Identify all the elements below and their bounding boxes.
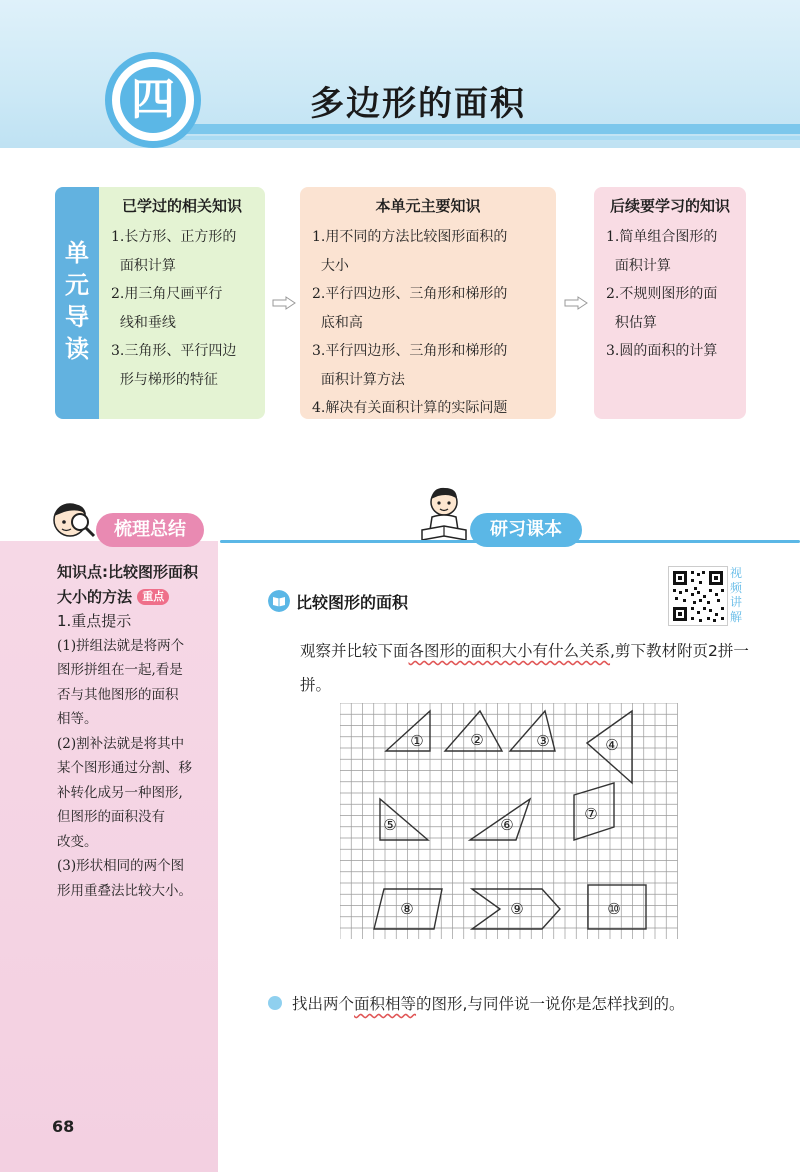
qr-caption: [730, 566, 746, 624]
list-item: 大小: [312, 257, 349, 274]
summary-line: 形用重叠法比较大小。: [57, 882, 192, 899]
arrow-right-icon: [564, 296, 588, 310]
unit-guide-tab-label: [55, 237, 99, 365]
shape-label: ②: [470, 731, 484, 749]
tab-char: 元: [65, 271, 89, 299]
list-item: 3.圆的面积的计算: [606, 343, 718, 359]
unit-badge: [105, 52, 201, 148]
shape-label: ③: [536, 732, 550, 750]
qr-caption-char: 解: [730, 609, 743, 624]
task-emphasis: 面积相等: [354, 995, 417, 1013]
learned-knowledge-list: [111, 223, 259, 394]
main-knowledge-list: [312, 223, 550, 423]
future-knowledge-list: [606, 223, 740, 366]
study-label: 研习课本: [470, 513, 582, 547]
section-title: 比较图形的面积: [296, 593, 409, 612]
summary-line: 但图形的面积没有: [57, 809, 165, 825]
summary-line: 否与其他图形的面积: [57, 686, 179, 703]
task-bullet-icon: [268, 996, 282, 1010]
list-item: 面积计算: [606, 257, 671, 274]
shapes-grid: [340, 703, 680, 943]
list-item: 3.三角形、平行四边: [111, 343, 237, 359]
instruction-part: ,剪下教材附页2拼一拼。: [300, 642, 749, 694]
summary-line: 补转化成另一种图形,: [57, 784, 183, 801]
task-part: 的图形,与同伴说一说你是怎样找到的。: [416, 995, 685, 1013]
summary-line: (3)形状相同的两个图: [57, 858, 185, 874]
list-item: 积估算: [606, 314, 657, 331]
page-number: 68: [52, 1117, 75, 1136]
list-item: 2.不规则图形的面: [606, 286, 718, 302]
shape-label: ⑤: [383, 816, 397, 834]
summary-line: (2)割补法就是将其中: [57, 735, 185, 752]
summary-text: [57, 560, 215, 903]
list-item: 底和高: [312, 314, 363, 331]
chapter-title: 多边形的面积: [310, 84, 526, 124]
main-knowledge-box: [300, 187, 556, 419]
shape-label: ⑧: [400, 900, 414, 918]
instruction-emphasis: 各图形的面积大小有什么关系: [408, 642, 611, 660]
future-knowledge-box: [594, 187, 746, 419]
list-item: 3.平行四边形、三角形和梯形的: [312, 343, 508, 359]
list-item: 线和垂线: [111, 314, 176, 331]
main-knowledge-title: 本单元主要知识: [375, 197, 481, 215]
knowledge-point-text: 大小的方法: [57, 587, 133, 606]
shape-label: ①: [410, 732, 424, 750]
qr-caption-char: 频: [730, 580, 743, 595]
task-part: 找出两个: [292, 995, 355, 1013]
task-text: [292, 992, 684, 1014]
header-stripe-thin: [150, 136, 800, 140]
summary-line: 相等。: [57, 711, 98, 727]
shape-label: ⑥: [500, 816, 514, 834]
unit-guide-tab: [55, 187, 99, 419]
summary-line: 图形拼组在一起,看是: [57, 662, 183, 678]
arrow-right-icon: [272, 296, 296, 310]
header-stripe: [150, 124, 800, 134]
study-divider: [220, 540, 800, 543]
summary-subhead: 1.重点提示: [57, 612, 132, 630]
list-item: 1.长方形、正方形的: [111, 229, 237, 245]
tab-char: 单: [65, 239, 89, 267]
learned-knowledge-box: [99, 187, 265, 419]
knowledge-point-line1: 知识点:比较图形面积: [57, 563, 198, 581]
qr-code-icon[interactable]: [668, 566, 728, 626]
summary-line: 改变。: [57, 833, 98, 850]
list-item: 面积计算: [111, 257, 176, 274]
future-knowledge-title: 后续要学习的知识: [609, 197, 730, 215]
summary-line: 某个图形通过分割、移: [57, 760, 192, 776]
instruction-part: 观察并比较下面: [300, 642, 409, 660]
reading-kid-icon: [418, 484, 470, 544]
learned-knowledge-title: 已学过的相关知识: [121, 197, 242, 215]
book-icon: [268, 590, 290, 612]
tab-char: 读: [65, 335, 89, 363]
list-item: 面积计算方法: [312, 371, 405, 388]
qr-caption-char: 视: [730, 566, 743, 580]
shape-label: ⑨: [510, 900, 524, 918]
list-item: 形与梯形的特征: [111, 371, 218, 388]
list-item: 4.解决有关面积计算的实际问题: [312, 400, 508, 416]
summary-label: 梳理总结: [96, 513, 204, 547]
qr-caption-char: 讲: [730, 595, 743, 609]
knowledge-point-line2: [57, 585, 215, 610]
list-item: 2.平行四边形、三角形和梯形的: [312, 286, 508, 302]
tab-char: 导: [65, 303, 89, 331]
magnifier-kid-icon: [44, 498, 100, 544]
list-item: 1.简单组合图形的: [606, 229, 718, 245]
shape-label: ⑦: [584, 805, 598, 823]
summary-line: (1)拼组法就是将两个: [57, 637, 185, 654]
shape-label: ④: [605, 736, 619, 754]
list-item: 2.用三角尺画平行: [111, 286, 223, 302]
shape-label: ⑩: [607, 900, 621, 918]
key-point-badge: 重点: [137, 589, 169, 605]
list-item: 1.用不同的方法比较图形面积的: [312, 229, 508, 245]
unit-number: 四: [120, 67, 186, 133]
instruction-text: [300, 634, 760, 702]
